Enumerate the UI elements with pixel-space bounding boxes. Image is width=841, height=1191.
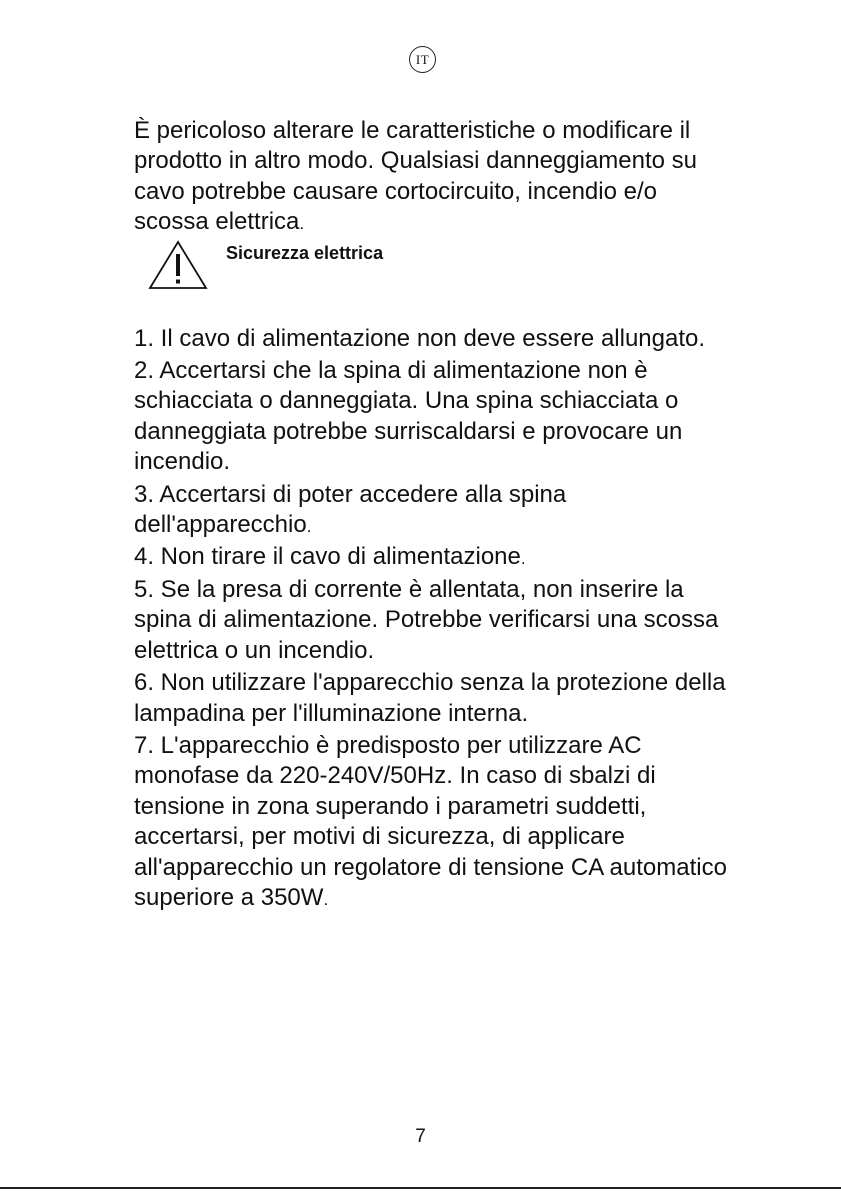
language-code: IT — [415, 51, 430, 67]
intro-tail: . — [299, 214, 305, 234]
section-heading — [148, 240, 734, 324]
safety-list — [134, 324, 734, 916]
language-badge — [409, 46, 436, 73]
page-content — [134, 116, 734, 915]
page-number: 7 — [415, 1126, 426, 1147]
list-item: 6. Non utilizzare l'apparecchio senza la protezione della lampadina per l'illuminazione interna. — [134, 669, 726, 727]
list-item: 5. Se la presa di corrente è allentata, non inserire la spina di alimentazione. Potrebbe verificarsi una scossa elettrica o un incendio. — [134, 575, 719, 664]
list-item: 7. L'apparecchio è predisposto per utilizzare AC monofase da 220-240V/50Hz. In caso di sbalzi di tensione in zona superando i parametri suddetti, accertarsi, per motivi di sicurezza, di applicare all'apparecchio un regolatore di tensione CA automatico superiore a 350W. — [134, 731, 727, 911]
intro-text: È pericoloso alterare le caratteristiche o modificare il prodotto in altro modo. Qualsiasi danneggiamento su cavo potrebbe causare cortocircuito, incendio e/o scossa elettrica — [134, 117, 698, 236]
section-heading-text: Sicurezza elettrica — [226, 242, 384, 263]
list-item: 4. Non tirare il cavo di alimentazione. — [134, 543, 526, 571]
bottom-divider — [0, 1187, 841, 1189]
intro-paragraph — [134, 116, 734, 240]
list-item: 3. Accertarsi di poter accedere alla spina dell'apparecchio. — [134, 480, 567, 539]
list-item: 2. Accertarsi che la spina di alimentazione non è schiacciata o danneggiata. Una spina schiacciata o danneggiata potrebbe surriscaldarsi e provocare un incendio. — [134, 357, 683, 476]
list-item: 1. Il cavo di alimentazione non deve essere allungato. — [134, 324, 706, 352]
warning-triangle-icon — [148, 240, 208, 290]
